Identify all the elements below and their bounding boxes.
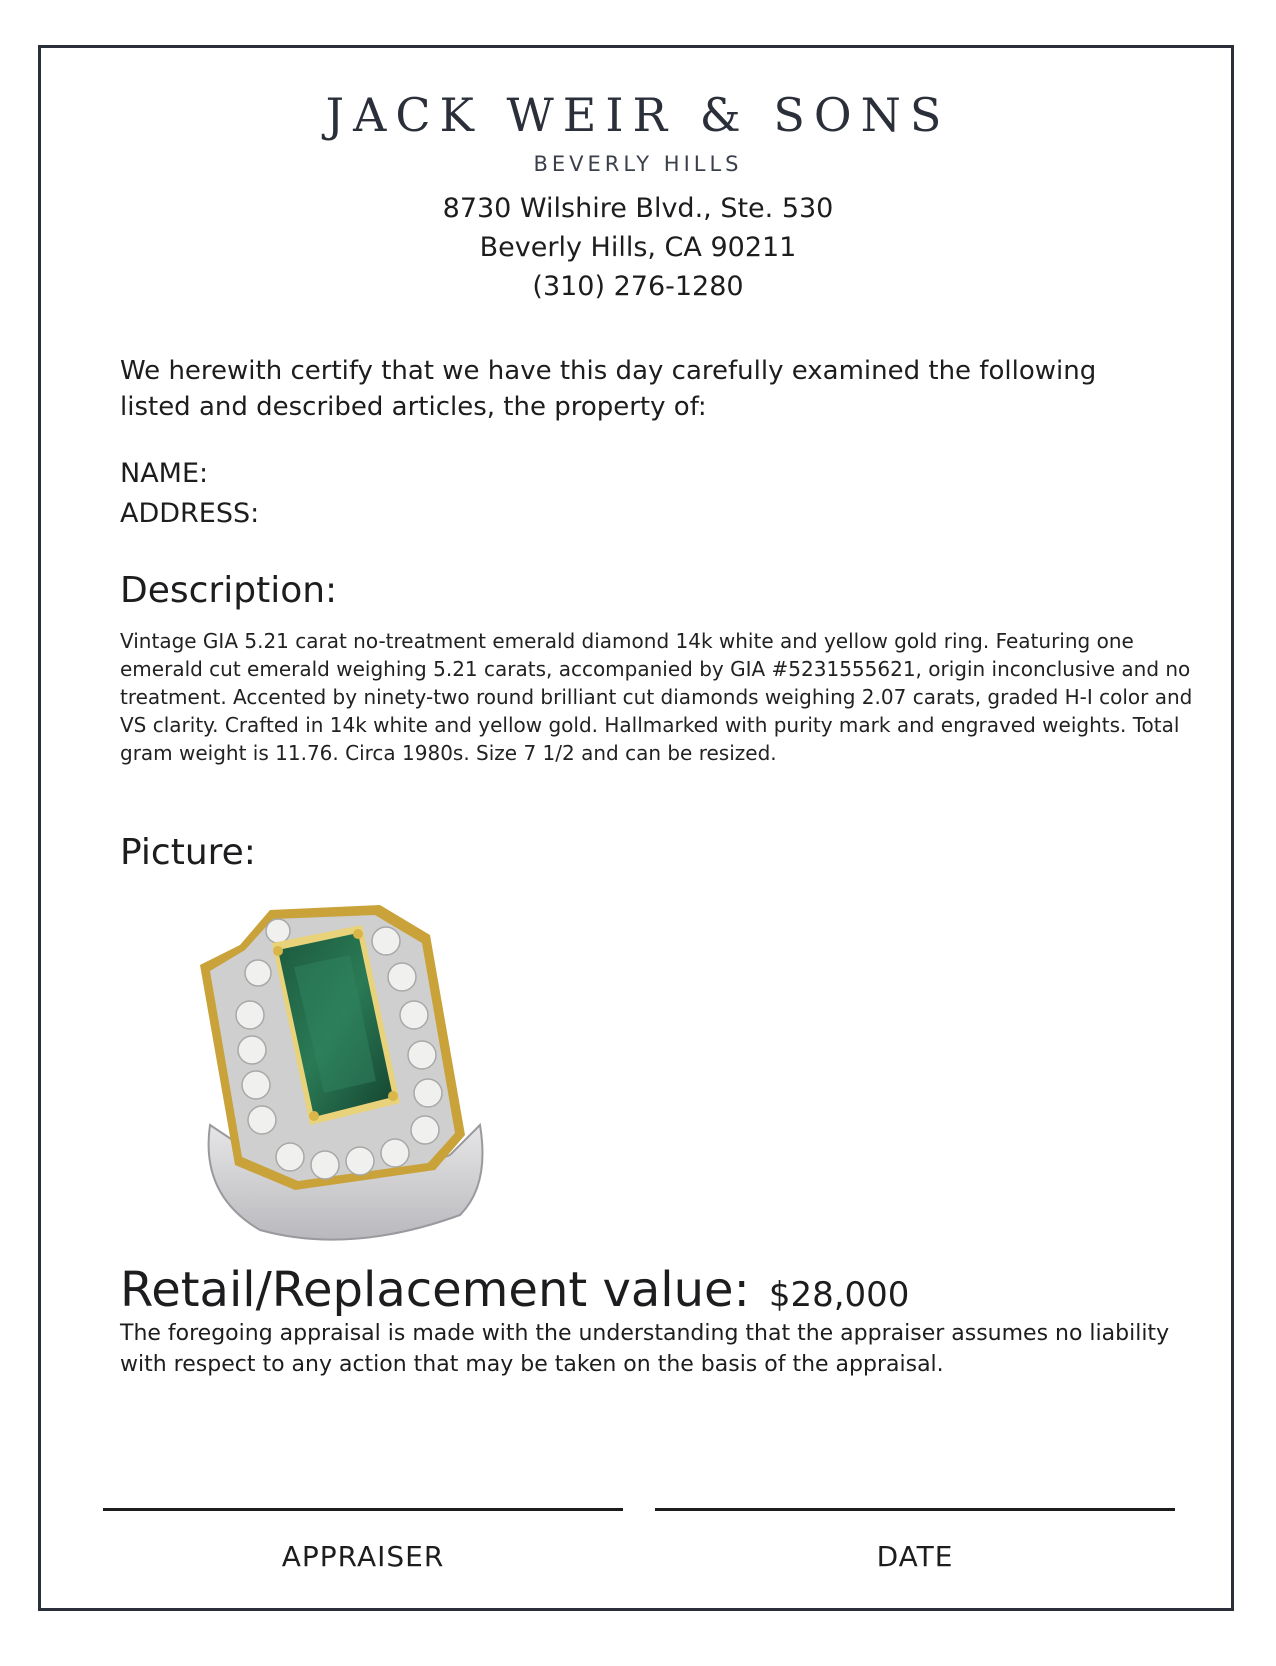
address-label: ADDRESS: [120,498,260,529]
address-line-2: Beverly Hills, CA 90211 [479,232,797,263]
appraiser-label: APPRAISER [281,1540,445,1573]
picture-heading: Picture: [120,832,256,873]
appraiser-signature-line [103,1508,623,1511]
brand-subtitle: BEVERLY HILLS [533,152,743,176]
brand-title: JACK WEIR & SONS [325,88,951,142]
name-label: NAME: [120,458,209,489]
phone-number: (310) 276-1280 [532,271,744,302]
certification-statement: We herewith certify that we have this day carefully examined the following listed and described articles, the property of: [120,356,1097,422]
retail-value-row [120,1262,909,1318]
address-line-1: 8730 Wilshire Blvd., Ste. 530 [442,193,834,224]
disclaimer-text: The foregoing appraisal is made with the understanding that the appraiser assumes no liability with respect to any action that may be taken on the basis of the appraisal. [120,1321,1170,1377]
description-heading: Description: [120,570,338,611]
description-text: Vintage GIA 5.21 carat no-treatment emerald diamond 14k white and yellow gold ring. Featuring one emerald cut emerald weighing 5.21 carats, accompanied by GIA #5231555621, origin inconclusive and no treatment. Accented by ninety-two round brilliant cut diamonds weighing 2.07 carats, graded H-I color and VS clarity. Crafted in 14k white and yellow gold. Hallmarked with purity mark and engraved weights. Total gram weight is 11.76. Circa 1980s. Size 7 1/2 and can be resized. [120,629,1193,765]
emerald-ring-image [190,895,520,1245]
date-signature-line [655,1508,1175,1511]
retail-value-amount: $28,000 [768,1275,910,1315]
retail-value-label: Retail/Replacement value: [120,1262,750,1318]
date-label: DATE [876,1540,954,1573]
